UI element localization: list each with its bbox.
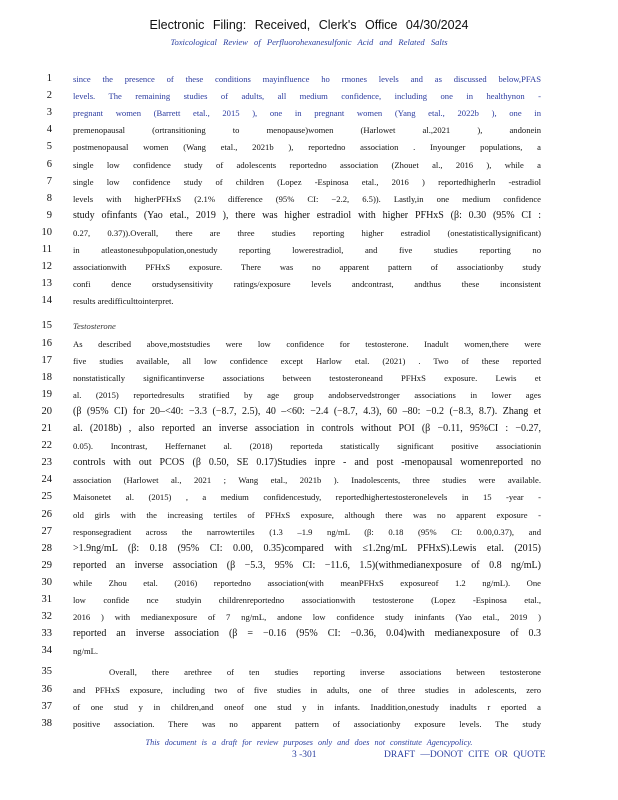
- line-number: 3: [46, 107, 52, 119]
- line-text: low confide nce studyin childrenreportedno associationwith testosterone (Lopez -Espinosa etal.,: [73, 595, 541, 605]
- line-text: ng/mL.: [73, 646, 99, 657]
- line-text: al. (2018b) , also reported an inverse association in controls without POI (β −0.11, 95%CI : −0.27,: [73, 423, 541, 434]
- line-text: and PFHxS exposure, including two of five studies in adults, one of three studies in adolescents, zero: [73, 684, 541, 695]
- line-text: 2016 ) with medianexposure of 7 ng/mL, andone low confidence study ininfants (Yao etal., 2019 ): [73, 612, 541, 623]
- line-number: 10: [41, 226, 52, 238]
- running-head: Toxicological Review of Perfluorohexanesulfonic Acid and Related Salts: [170, 37, 448, 47]
- line-number: 16: [41, 337, 52, 349]
- line-number: 28: [41, 542, 52, 554]
- line-text: premenopausal (ortransitioning to menopause)women (Harlowet al.,2021 ), andonein: [73, 125, 541, 136]
- line-number: 33: [41, 628, 52, 640]
- text-line: [0, 276, 618, 294]
- text-line: [0, 699, 618, 717]
- line-number: 37: [41, 700, 52, 712]
- line-text: single low confidence study of adolescents reportedno association (Zhouet al., 2016 ), while a: [73, 159, 541, 170]
- text-line: [0, 293, 618, 311]
- line-text: old girls with the increasing tertiles of PFHxS exposure, although there was no apparent exposure -: [73, 509, 541, 520]
- line-text: while Zhou etal. (2016) reportedno association(with meanPFHxS exposureof 1.2 ng/mL). One: [73, 577, 541, 588]
- text-line: [0, 489, 618, 507]
- text-line: [0, 592, 618, 610]
- text-line: [0, 438, 618, 456]
- text-line: [0, 259, 618, 277]
- filing-stamp: Electronic Filing: Received, Clerk's Office 04/30/2024: [149, 18, 469, 32]
- line-text: reported an inverse association (β = −0.16 (95% CI: −0.36, 0.04)with medianexposure of 0.3: [73, 628, 541, 640]
- text-line: [0, 157, 618, 175]
- line-number: 13: [41, 278, 52, 290]
- line-text: five studies available, all low confidence except Harlow etal. (2021) . Two of these reported: [73, 355, 541, 366]
- text-line: [0, 626, 618, 644]
- text-line: [0, 472, 618, 490]
- line-text: positive association. There was no apparent pattern of associationby exposure levels. The study: [73, 718, 541, 729]
- text-line: [0, 174, 618, 192]
- line-number: 1: [46, 73, 52, 84]
- line-number: 31: [41, 594, 52, 605]
- text-line: [0, 507, 618, 525]
- line-number: 35: [41, 666, 52, 678]
- line-text: levels. The remaining studies of adults, all medium confidence, including one in healthynon -: [73, 91, 541, 102]
- text-line: [0, 643, 618, 661]
- text-line: [0, 716, 618, 734]
- line-text: 0.27, 0.37)).Overall, there are three studies reporting higher estradiol (onestatisticallysignificant): [73, 227, 541, 238]
- line-text: al. (2015) reportedresults stratified by age group andobservedstronger associations in lower ages: [73, 389, 541, 400]
- text-line: [0, 208, 618, 226]
- text-line: [0, 609, 618, 627]
- line-number: 24: [41, 474, 52, 486]
- line-number: 2: [46, 90, 52, 102]
- line-number: 32: [41, 611, 52, 623]
- line-text: single low confidence study of children (Lopez -Espinosa etal., 2016 ) reportedhigherln -estradiol: [73, 176, 541, 187]
- line-number: 29: [41, 559, 52, 571]
- line-text: Overall, there arethree of ten studies reporting inverse associations between testosterone: [109, 667, 541, 678]
- line-number: 20: [41, 405, 52, 417]
- text-line: [0, 421, 618, 439]
- line-number: 4: [46, 124, 52, 136]
- line-text: since the presence of these conditions mayinfluence ho rmones levels and as discussed below,PFAS: [73, 74, 541, 84]
- line-text: of one stud y in children,and oneof one stud y in infants. Inaddition,onestudy inadults r eported a: [73, 701, 541, 712]
- text-line: [0, 242, 618, 260]
- line-text: results aredifficulttointerpret.: [73, 296, 174, 307]
- text-line: [0, 370, 618, 388]
- line-number: 22: [41, 440, 52, 452]
- text-line: [0, 139, 618, 157]
- line-number: 18: [41, 371, 52, 383]
- text-line: [0, 336, 618, 354]
- section-heading: Testosterone: [73, 321, 116, 332]
- line-text: As described above,moststudies were low confidence for testosterone. Inadult women,there were: [73, 338, 541, 349]
- line-text: Maisonetet al. (2015) , a medium confidencestudy, reportedhighertestosteronelevels in 15 -year -: [73, 492, 541, 503]
- line-text: in atleastonesubpopulation,onestudy reporting lowerestradiol, and five studies reporting no: [73, 245, 541, 255]
- text-line: [0, 122, 618, 140]
- text-line: [0, 105, 618, 123]
- line-number: 8: [46, 192, 52, 204]
- line-number: 21: [41, 423, 52, 434]
- text-line: [0, 71, 618, 89]
- line-number: 19: [41, 388, 52, 400]
- line-number: 6: [46, 158, 52, 170]
- line-number: 7: [46, 175, 52, 187]
- line-number: 12: [41, 261, 52, 273]
- line-number: 23: [41, 457, 52, 469]
- line-number: 17: [41, 354, 52, 366]
- text-line: [0, 353, 618, 371]
- text-line: [0, 318, 618, 336]
- line-number: 27: [41, 525, 52, 537]
- line-text: 0.05). Incontrast, Heffernanet al. (2018) reporteda statistically significant positive associationin: [73, 441, 541, 452]
- text-line: [0, 404, 618, 422]
- line-text: nonstatistically significantinverse associations between testosteroneand PFHxS exposure. Lewis et: [73, 372, 541, 383]
- line-text: postmenopausal women (Wang etal., 2021b ), reportedno association . Inyounger populations, a: [73, 142, 541, 153]
- line-text: associationwith PFHxS exposure. There was no apparent pattern of associationby study: [73, 262, 541, 273]
- line-number: 5: [46, 141, 52, 153]
- line-number: 15: [41, 320, 52, 332]
- text-line: [0, 387, 618, 405]
- line-number: 26: [41, 508, 52, 520]
- line-text: levels with higherPFHxS (2.1% difference (95% CI: −2.2, 6.5)). Lastly,in one medium confidence: [73, 193, 541, 204]
- text-line: [0, 225, 618, 243]
- line-number: 11: [41, 244, 52, 255]
- footer-disclaimer: This document is a draft for review purposes only and does not constitute Agencypolicy.: [145, 738, 473, 747]
- text-line: [0, 541, 618, 559]
- line-number: 38: [41, 717, 52, 729]
- text-line: [0, 88, 618, 106]
- text-line: [0, 455, 618, 473]
- line-number: 25: [41, 491, 52, 503]
- line-number: 30: [41, 576, 52, 588]
- text-line: [0, 664, 618, 682]
- draft-notice: DRAFT —DONOT CITE OR QUOTE: [384, 750, 546, 760]
- line-number: 14: [41, 295, 52, 307]
- line-text: (β (95% CI) for 20–<40: −3.3 (−8.7, 2.5), 40 –<60: −2.4 (−8.7, 4.3), 60 –80: −0.2 (−8.3, 8.7). Zhang et: [73, 405, 541, 417]
- line-text: pregnant women (Barrett etal., 2015 ), one in pregnant women (Yang etal., 2022b ), one in: [73, 108, 541, 119]
- line-text: study ofinfants (Yao etal., 2019 ), there was higher estradiol with higher PFHxS (β: 0.30 (95% CI :: [73, 209, 541, 221]
- line-text: association (Harlowet al., 2021 ; Wang etal., 2021b ). Inadolescents, three studies were available.: [73, 475, 541, 486]
- text-line: [0, 575, 618, 593]
- line-text: confi dence orstudysensitivity ratings/exposure levels andcontrast, andthus these inconsistent: [73, 279, 541, 290]
- line-number: 34: [41, 645, 52, 657]
- line-text: >1.9ng/mL (β: 0.18 (95% CI: 0.00, 0.35)compared with ≤1.2ng/mL PFHxS).Lewis etal. (2015): [73, 542, 541, 554]
- text-line: [0, 524, 618, 542]
- line-text: reported an inverse association (β −5.3, 95% CI: −11.6, 1.5)(withmedianexposure of 0.8 ng/mL): [73, 559, 541, 571]
- text-line: [0, 682, 618, 700]
- page-number: 3 -301: [292, 750, 317, 760]
- text-line: [0, 191, 618, 209]
- line-number: 36: [41, 683, 52, 695]
- line-text: responsegradient across the narrowtertiles (1.3 –1.9 ng/mL (β: 0.18 (95% CI: 0.00,0.37), and: [73, 526, 541, 537]
- line-text: controls with out PCOS (β 0.50, SE 0.17)Studies inpre - and post -menopausal womenreported no: [73, 457, 541, 469]
- text-line: [0, 558, 618, 576]
- line-number: 9: [46, 209, 52, 221]
